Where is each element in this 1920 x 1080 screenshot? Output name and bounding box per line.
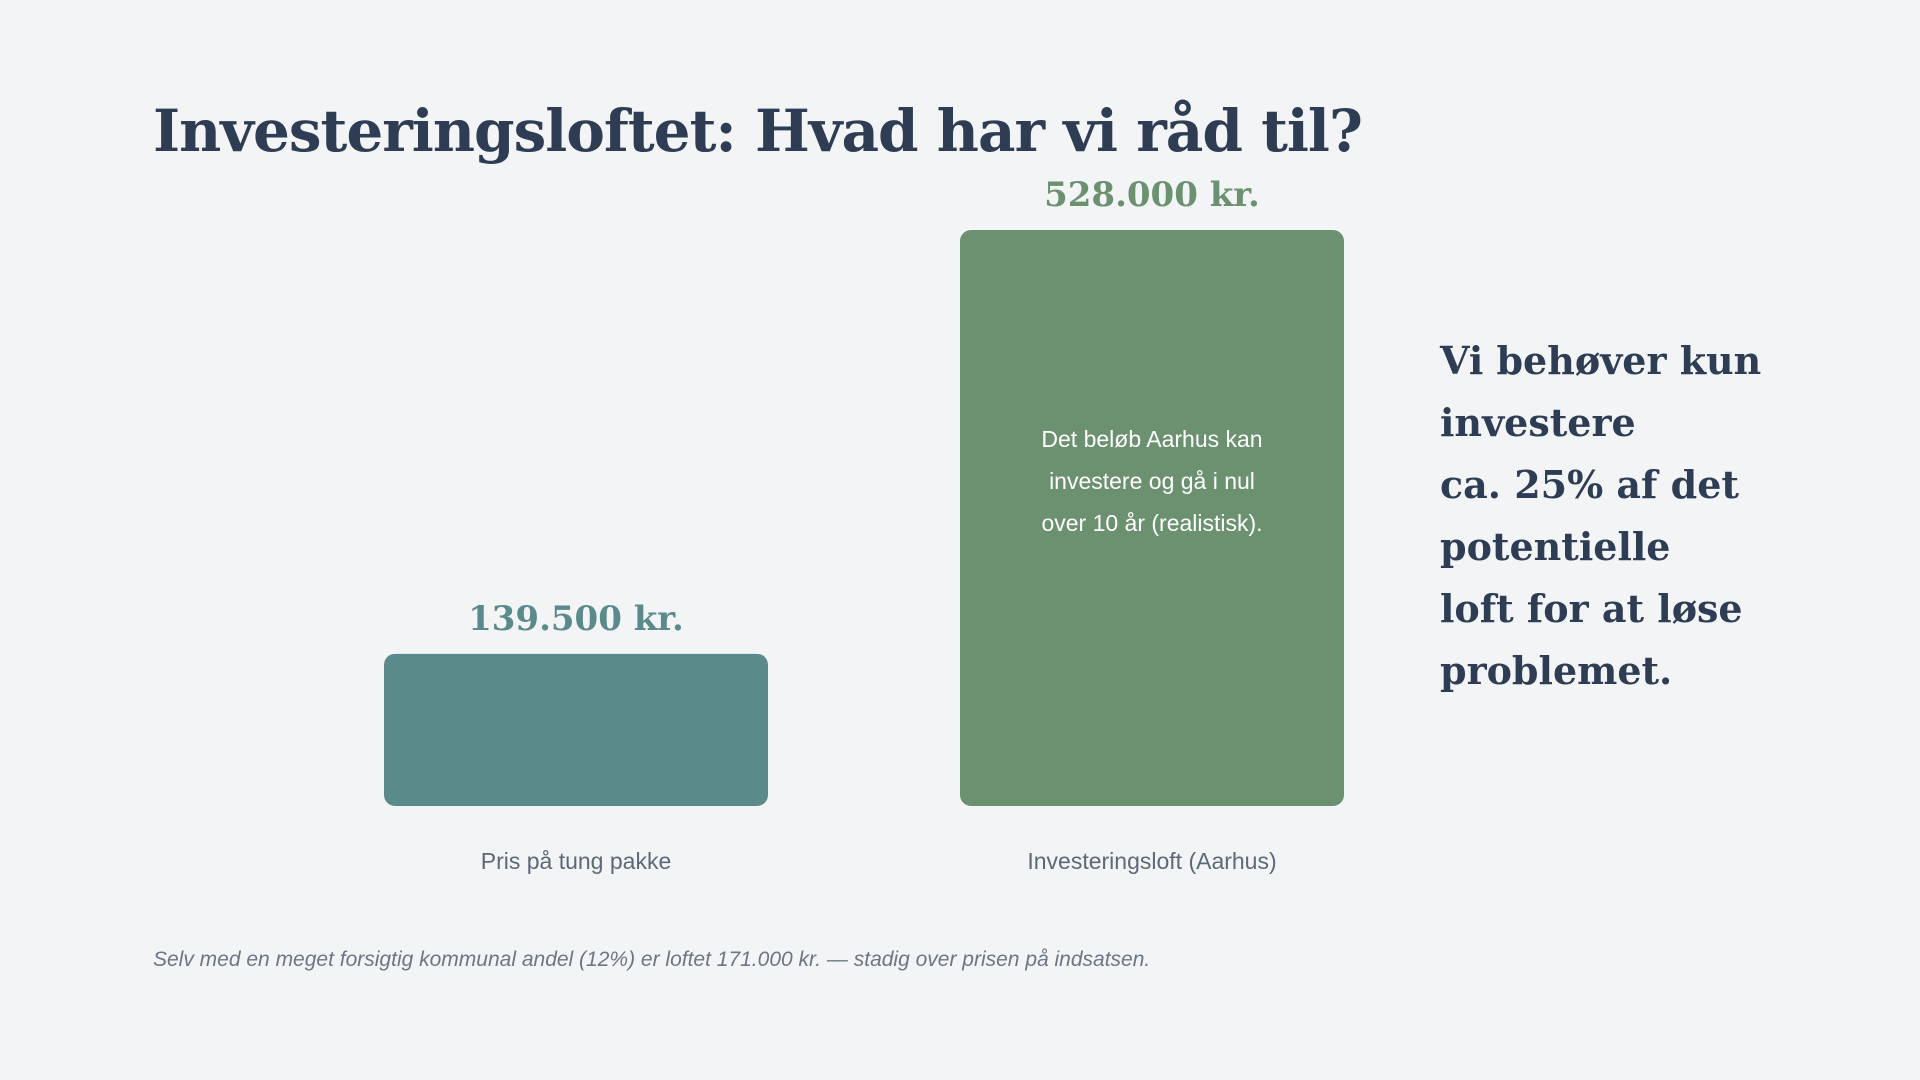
side-note-line: problemet. (1440, 648, 1673, 693)
bar-annotation-line: investere og gå i nul (1049, 468, 1255, 494)
side-note-line: investere (1440, 400, 1636, 445)
category-label-2: Investeringsloft (Aarhus) (1027, 848, 1277, 874)
side-note-line: ca. 25% af det (1440, 462, 1739, 507)
category-label-1: Pris på tung pakke (480, 848, 672, 874)
value-label-1: 139.500 kr. (468, 598, 684, 639)
side-note-line: potentielle (1440, 524, 1671, 569)
side-note-line: Vi behøver kun (1440, 338, 1762, 383)
footnote: Selv med en meget forsigtig kommunal andel (12%) er loftet 171.000 kr. — stadig over prisen på indsatsen. (153, 948, 1151, 971)
bar-annotation-line: Det beløb Aarhus kan (1041, 426, 1263, 452)
bar-annotation-line: over 10 år (realistisk). (1041, 510, 1263, 536)
page-title: Investeringsloftet: Hvad har vi råd til? (153, 97, 1362, 165)
side-note (1440, 330, 1840, 702)
value-label-2: 528.000 kr. (1044, 175, 1260, 215)
bar-1 (384, 654, 768, 806)
side-note-line: loft for at løse (1440, 586, 1743, 631)
